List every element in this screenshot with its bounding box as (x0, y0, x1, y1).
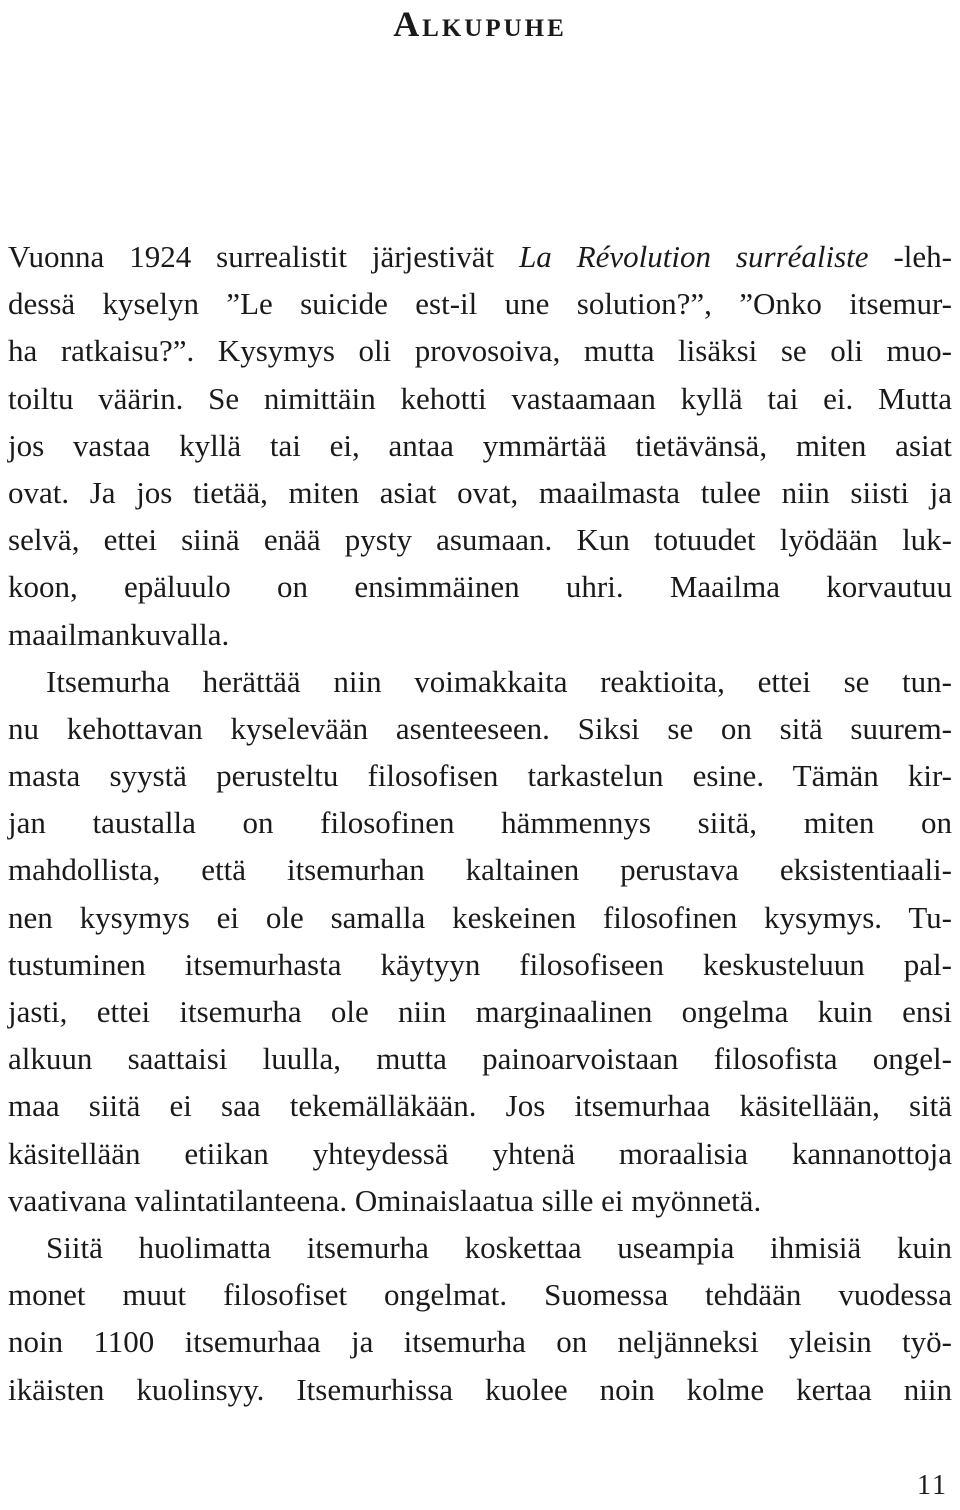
page-heading: Alkupuhe (393, 4, 567, 44)
paragraph-2-line-10: maa siitä ei saa tekemälläkään. Jos itsemurhaa käsitellään, sitä (8, 1088, 952, 1124)
paragraph-2-line-7: tustuminen itsemurhasta käytyyn filosofiseen keskusteluun pal- (8, 946, 952, 982)
paragraph-2-line-3: masta syystä perusteltu filosofisen tarkastelun esine. Tämän kir- (8, 758, 952, 794)
paragraph-1-line-5: jos vastaa kyllä tai ei, antaa ymmärtää tietävänsä, miten asiat (8, 427, 952, 463)
paragraph-1-line-4: toiltu väärin. Se nimittäin kehotti vastaamaan kyllä tai ei. Mutta (8, 380, 952, 416)
paragraph-1-line-8: koon, epäluulo on ensimmäinen uhri. Maailma korvautuu (8, 569, 952, 605)
paragraph-2-line-6: nen kysymys ei ole samalla keskeinen filosofinen kysymys. Tu- (8, 899, 952, 935)
paragraph-2-line-4: jan taustalla on filosofinen hämmennys siitä, miten on (8, 805, 952, 841)
paragraph-1-line-2: dessä kyselyn ”Le suicide est-il une solution?”, ”Onko itsemur- (8, 286, 952, 322)
paragraph-2-line-11: käsitellään etiikan yhteydessä yhtenä moraalisia kannanottoja (8, 1135, 952, 1171)
text-segment: Vuonna 1924 surrealistit järjestivät (8, 239, 520, 274)
page-number: 11 (917, 1470, 948, 1501)
paragraph-2-line-8: jasti, ettei itsemurha ole niin marginaalinen ongelma kuin ensi (8, 994, 952, 1029)
paragraph-2-line-5: mahdollista, että itsemurhan kaltainen perustava eksistentiaali- (8, 852, 952, 888)
paragraph-2-line-9: alkuun saattaisi luulla, mutta painoarvoistaan filosofista ongel- (8, 1041, 952, 1077)
paragraph-2-line-12: vaativana valintatilanteena. Ominaislaatua sille ei myönnetä. (8, 1182, 762, 1218)
paragraph-2-line-2: nu kehottavan kyselevään asenteeseen. Siksi se on sitä suurem- (8, 710, 952, 746)
body-text (8, 233, 952, 1413)
paragraph-1-line-1 (8, 233, 952, 280)
paragraph-3-line-2: monet muut filosofiset ongelmat. Suomessa tehdään vuodessa (8, 1277, 952, 1313)
paragraph-1-line-7: selvä, ettei siinä enää pysty asumaan. Kun totuudet lyödään luk- (8, 522, 952, 558)
text-segment: -leh- (868, 239, 953, 274)
paragraph-1-line-6: ovat. Ja jos tietää, miten asiat ovat, maailmasta tulee niin siisti ja (8, 474, 952, 510)
journal-title: La Révolution surréaliste (519, 239, 869, 274)
paragraph-3-line-3: noin 1100 itsemurhaa ja itsemurha on neljänneksi yleisin työ- (8, 1324, 952, 1360)
paragraph-1-line-9: maailmankuvalla. (8, 616, 230, 652)
paragraph-2-line-1: Itsemurha herättää niin voimakkaita reaktioita, ettei se tun- (46, 663, 952, 699)
paragraph-3-line-1: Siitä huolimatta itsemurha koskettaa useampia ihmisiä kuin (46, 1229, 952, 1265)
paragraph-1-line-3: ha ratkaisu?”. Kysymys oli provosoiva, mutta lisäksi se oli muo- (8, 333, 952, 369)
paragraph-3-line-4: ikäisten kuolinsyy. Itsemurhissa kuolee noin kolme kertaa niin (8, 1371, 952, 1407)
